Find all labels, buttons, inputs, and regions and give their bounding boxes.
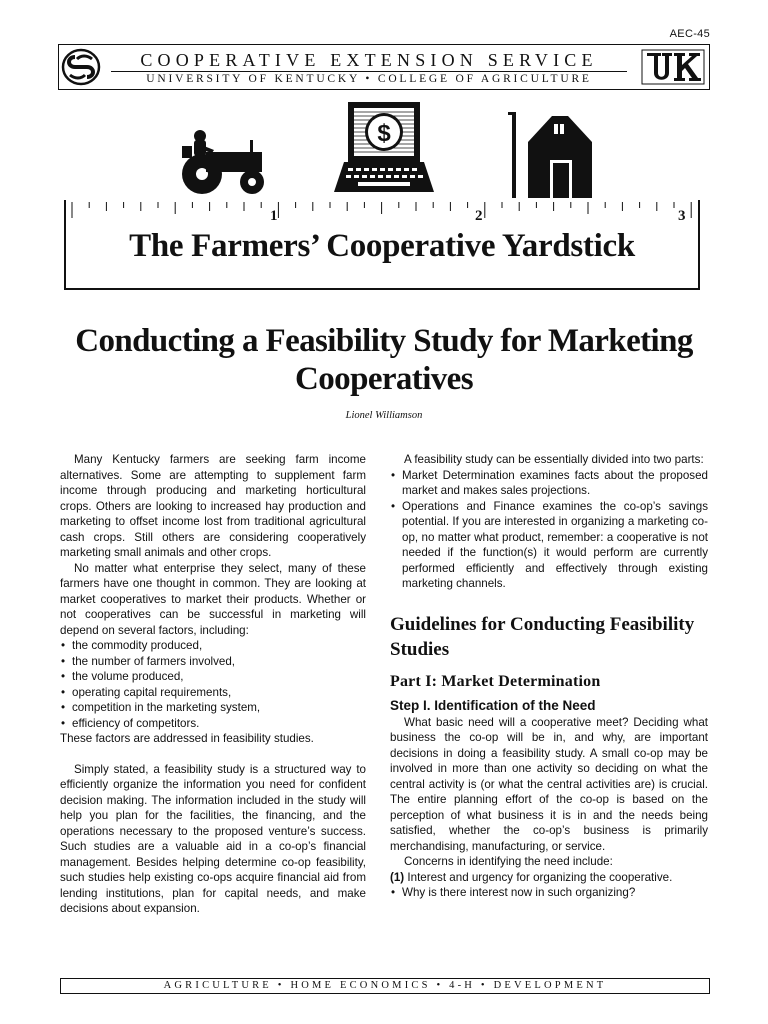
concerns-paragraph: Concerns in identifying the need include: xyxy=(404,855,613,868)
definition-paragraph: Simply stated, a feasibility study is a structured way to efficiently organize the information you need for confident decision making. The information included in the study will help you plan for the facilities, the financing, and the operations necessary to the proposed venture’s success. Such studies are a valuable aid in a co-op’s financial management. Besides helping determine co-op feasibility, such studies help existing co-ops acquire financial aid from lending institutions, plan for capital needs, and make decisions about expansion. xyxy=(60,762,366,915)
uk-logo-icon xyxy=(641,49,705,85)
list-item: • efficiency of competitors. xyxy=(60,716,366,732)
page-title: Conducting a Feasibility Study for Marketing Cooperatives xyxy=(75,323,693,397)
header-title: COOPERATIVE EXTENSION SERVICE xyxy=(140,50,598,70)
right-column xyxy=(390,452,708,901)
list-item: • operating capital requirements, xyxy=(60,685,366,701)
factors-summary: These factors are addressed in feasibility studies. xyxy=(60,732,314,745)
factors-paragraph: No matter what enterprise they select, many of these farmers have one thought in common. They are looking at market cooperatives to market their products. Whether or not cooperatives can be successful in marketing will depend on several factors, including: xyxy=(60,561,366,637)
header-subtitle: UNIVERSITY OF KENTUCKY • COLLEGE OF AGRICULTURE xyxy=(146,73,592,85)
ruler-number-1: 1 xyxy=(270,208,278,224)
svg-text:$: $ xyxy=(377,120,391,147)
ces-logo-icon xyxy=(61,48,101,86)
list-item: • the number of farmers involved, xyxy=(60,654,366,670)
ruler-number-3: 3 xyxy=(678,208,686,224)
list-item: • Why is there interest now in such organizing? xyxy=(390,885,708,901)
list-item: • the volume produced, xyxy=(60,669,366,685)
header-divider xyxy=(111,71,627,72)
left-column xyxy=(60,452,366,917)
tractor-icon xyxy=(178,126,266,196)
part-heading: Part I: Market Determination xyxy=(390,672,601,690)
parts-paragraph: A feasibility study can be essentially divided into two parts: xyxy=(404,453,704,466)
numbered-item xyxy=(390,870,708,886)
yardstick-title: The Farmers’ Cooperative Yardstick xyxy=(129,228,635,264)
footer-band: AGRICULTURE • HOME ECONOMICS • 4-H • DEVELOPMENT xyxy=(60,978,710,994)
list-item: • Operations and Finance examines the co-op’s savings potential. If you are interested in organizing a marketing co-op, no matter what product, remember: a cooperative is not needed if the function(s) it would perform are currently performed efficiently and effectively through existing marketing channels. xyxy=(390,499,708,592)
item-text: Interest and urgency for organizing the cooperative. xyxy=(407,870,673,884)
author-name: Lionel Williamson xyxy=(345,410,423,421)
parts-list xyxy=(390,468,708,592)
intro-paragraph: Many Kentucky farmers are seeking farm income alternatives. Some are attempting to supplement farm income through producing and marketing horticultural crops. Others are looking to increased hay production and marketing to offset income lost from traditional agricultural cash crops. Still others are considering cooperatively marketing small animals and other crops. xyxy=(60,453,366,559)
section-heading: Guidelines for Conducting Feasibility Studies xyxy=(390,613,695,660)
yardstick-banner xyxy=(64,200,700,290)
document-code: AEC-45 xyxy=(669,28,710,40)
barn-icon xyxy=(506,110,600,198)
cash-register-icon xyxy=(334,100,436,196)
list-item: • Market Determination examines facts about the proposed market and makes sales projections. xyxy=(390,468,708,499)
list-item: • the commodity produced, xyxy=(60,638,366,654)
list-item: • competition in the marketing system, xyxy=(60,700,366,716)
item-number: (1) xyxy=(390,870,405,884)
step-heading: Step I. Identification of the Need xyxy=(390,697,596,713)
masthead xyxy=(58,44,710,90)
factors-list xyxy=(60,638,366,731)
ruler-number-2: 2 xyxy=(475,208,483,224)
need-paragraph: What basic need will a cooperative meet? Deciding what business the co-op will be in, and why, are important decisions in doing a feasibility study. A small co-op may be involved in more than one activity so deciding on what the central activity is (or what the central activities are) is crucial. The entire planning effort of the co-op is based on the perception of what business it is in and the needs being satisfied, whether the co-op’s business is primarily merchandising, manufacturing, or service. xyxy=(390,715,708,853)
